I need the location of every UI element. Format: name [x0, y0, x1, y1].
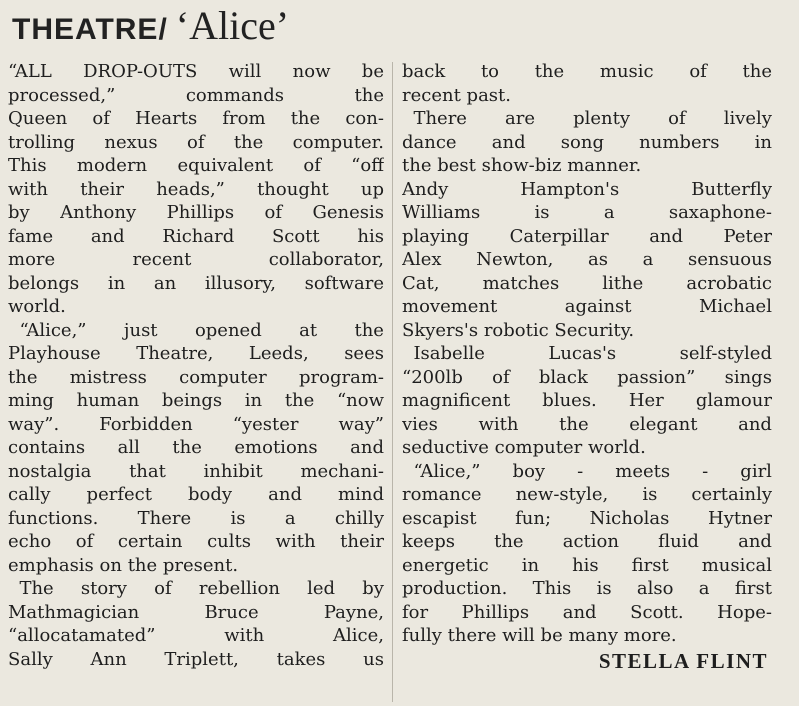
text-line: Mathmagician Bruce Payne,: [8, 601, 384, 623]
article-column-2: [402, 60, 772, 674]
text-line: playing Caterpillar and Peter: [402, 225, 772, 247]
text-line: Williams is a saxaphone-: [402, 202, 772, 223]
text-line: vies with the elegant and: [402, 413, 772, 435]
text-line: cally perfect body and mind: [8, 484, 384, 505]
text-line: fully there will be many more.: [402, 625, 683, 646]
text-line: keeps the action fluid and: [402, 531, 772, 552]
column-rule: [392, 62, 393, 702]
text-line: “200lb of black passion” sings: [402, 366, 772, 388]
text-line: dance and song numbers in: [402, 131, 772, 153]
text-line: escapist fun; Nicholas Hytner: [402, 507, 772, 529]
text-line: functions. There is a chilly: [8, 507, 384, 529]
text-line: fame and Richard Scott his: [8, 225, 384, 247]
text-line: Andy Hampton's Butterfly: [402, 178, 772, 200]
text-line: emphasis on the present.: [8, 554, 244, 576]
text-line: echo of certain cults with their: [8, 531, 384, 552]
text-line: way”. Forbidden “yester way”: [8, 413, 384, 435]
text-line: Isabelle Lucas's self-styled: [402, 343, 772, 364]
text-line: contains all the emotions and: [8, 437, 384, 458]
headline: [12, 2, 512, 54]
text-line: Skyers's robotic Security.: [402, 319, 640, 341]
text-line: “Alice,” just opened at the: [8, 319, 384, 341]
text-line: Playhouse Theatre, Leeds, sees: [8, 343, 384, 364]
headline-kicker: THEATRE/: [12, 13, 168, 46]
text-line: movement against Michael: [402, 296, 772, 317]
text-line: for Phillips and Scott. Hope-: [402, 601, 772, 623]
text-line: the best show-biz manner.: [402, 155, 647, 176]
text-line: world.: [8, 296, 72, 317]
text-line: magnificent blues. Her glamour: [402, 390, 772, 411]
text-line: Queen of Hearts from the con-: [8, 108, 384, 129]
text-line: “allocatamated” with Alice,: [8, 625, 384, 646]
article-column-1: [8, 60, 384, 671]
text-line: production. This is also a first: [402, 578, 772, 599]
text-line: seductive computer world.: [402, 437, 652, 458]
headline-title: ‘Alice’: [175, 3, 290, 48]
text-line: by Anthony Phillips of Genesis: [8, 202, 384, 223]
text-line: processed,” commands the: [8, 84, 384, 106]
text-line: belongs in an illusory, software: [8, 272, 384, 294]
text-line: the mistress computer program-: [8, 366, 384, 388]
text-line: There are plenty of lively: [402, 108, 772, 129]
text-line: nostalgia that inhibit mechani-: [8, 460, 384, 482]
text-line: Alex Newton, as a sensuous: [402, 249, 772, 270]
byline-row: [402, 648, 772, 674]
text-line: Sally Ann Triplett, takes us: [8, 648, 384, 670]
text-line: with their heads,” thought up: [8, 178, 384, 200]
text-line: romance new-style, is certainly: [402, 484, 772, 505]
text-line: Cat, matches lithe acrobatic: [402, 272, 772, 294]
text-line: recent past.: [402, 84, 517, 106]
text-line: trolling nexus of the computer.: [8, 131, 384, 153]
text-line: more recent collaborator,: [8, 249, 384, 270]
text-line: ming human beings in the “now: [8, 390, 384, 411]
text-line: The story of rebellion led by: [8, 578, 384, 599]
text-line: “Alice,” boy - meets - girl: [402, 460, 772, 482]
text-line: energetic in his first musical: [402, 554, 772, 576]
text-line: “ALL DROP-OUTS will now be: [8, 61, 384, 82]
text-line: This modern equivalent of “off: [8, 155, 384, 176]
byline: STELLA FLINT: [598, 648, 768, 673]
text-line: back to the music of the: [402, 61, 772, 82]
